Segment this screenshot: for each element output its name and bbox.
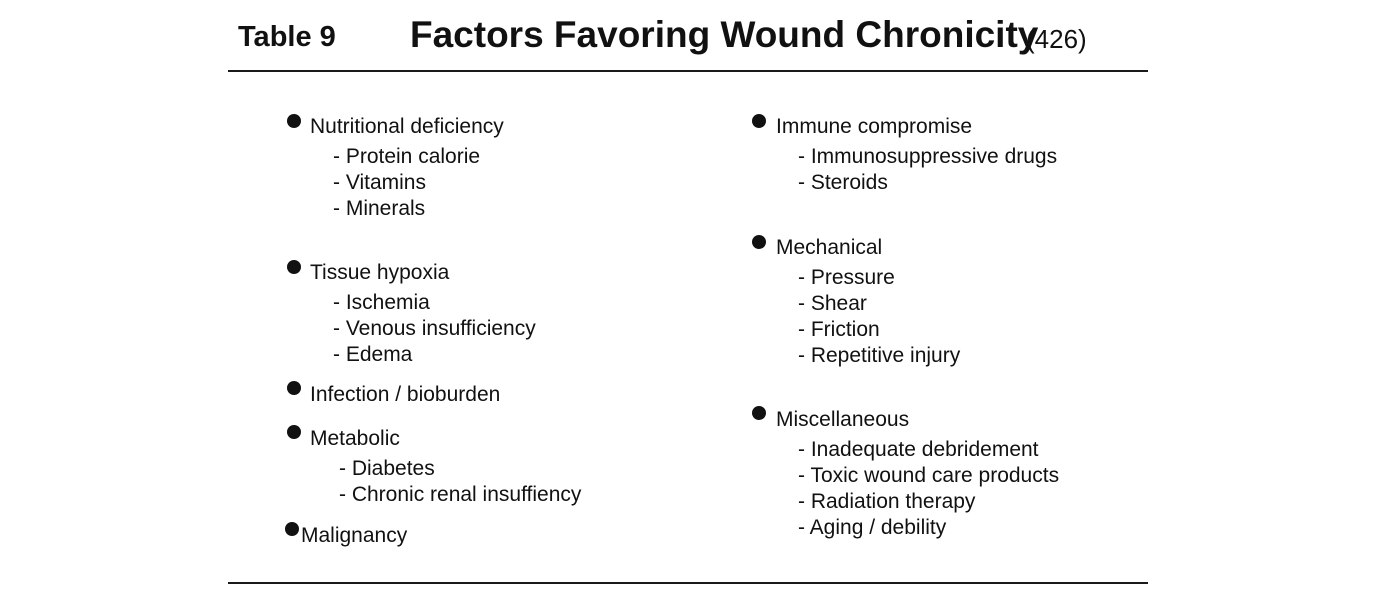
- bullet-icon: [287, 114, 301, 128]
- factor-item: - Vitamins: [333, 171, 426, 194]
- factor-item: - Diabetes: [339, 457, 435, 480]
- factor-item: - Minerals: [333, 197, 426, 220]
- factor-heading: Tissue hypoxia: [310, 261, 450, 284]
- factor-item: - Shear: [798, 292, 867, 315]
- factor-item: - Edema: [333, 343, 413, 366]
- factor-item: - Protein calorie: [333, 145, 481, 168]
- bullet-icon: [287, 381, 301, 395]
- factor-item: - Steroids: [798, 171, 888, 194]
- reference-number: (426): [1026, 24, 1087, 54]
- factor-item: - Friction: [798, 318, 880, 341]
- factor-item: - Venous insufficiency: [333, 317, 536, 340]
- factor-heading: Nutritional deficiency: [310, 115, 504, 138]
- factor-item: - Pressure: [798, 266, 895, 289]
- factor-heading: Miscellaneous: [776, 408, 910, 431]
- factor-heading: Malignancy: [301, 524, 408, 547]
- bullet-icon: [287, 425, 301, 439]
- top-divider: [228, 70, 1148, 72]
- factor-heading: Metabolic: [310, 427, 400, 450]
- factor-item: - Chronic renal insuffiency: [339, 483, 582, 506]
- table-number: Table 9: [238, 21, 336, 53]
- factor-item: - Immunosuppressive drugs: [798, 145, 1058, 168]
- factor-item: - Aging / debility: [798, 516, 947, 539]
- bullet-icon: [752, 406, 766, 420]
- bottom-divider: [228, 582, 1148, 584]
- factor-heading: Immune compromise: [776, 115, 973, 138]
- factor-item: - Ischemia: [333, 291, 430, 314]
- bullet-icon: [287, 260, 301, 274]
- bullet-icon: [752, 235, 766, 249]
- table-title: Factors Favoring Wound Chronicity: [410, 14, 1039, 55]
- factor-item: - Radiation therapy: [798, 490, 976, 513]
- factor-item: - Repetitive injury: [798, 344, 961, 367]
- factor-item: - Inadequate debridement: [798, 438, 1039, 461]
- bullet-icon: [285, 522, 299, 536]
- factor-heading: Infection / bioburden: [310, 383, 501, 406]
- factor-item: - Toxic wound care products: [798, 464, 1060, 487]
- factor-heading: Mechanical: [776, 236, 883, 259]
- bullet-icon: [752, 114, 766, 128]
